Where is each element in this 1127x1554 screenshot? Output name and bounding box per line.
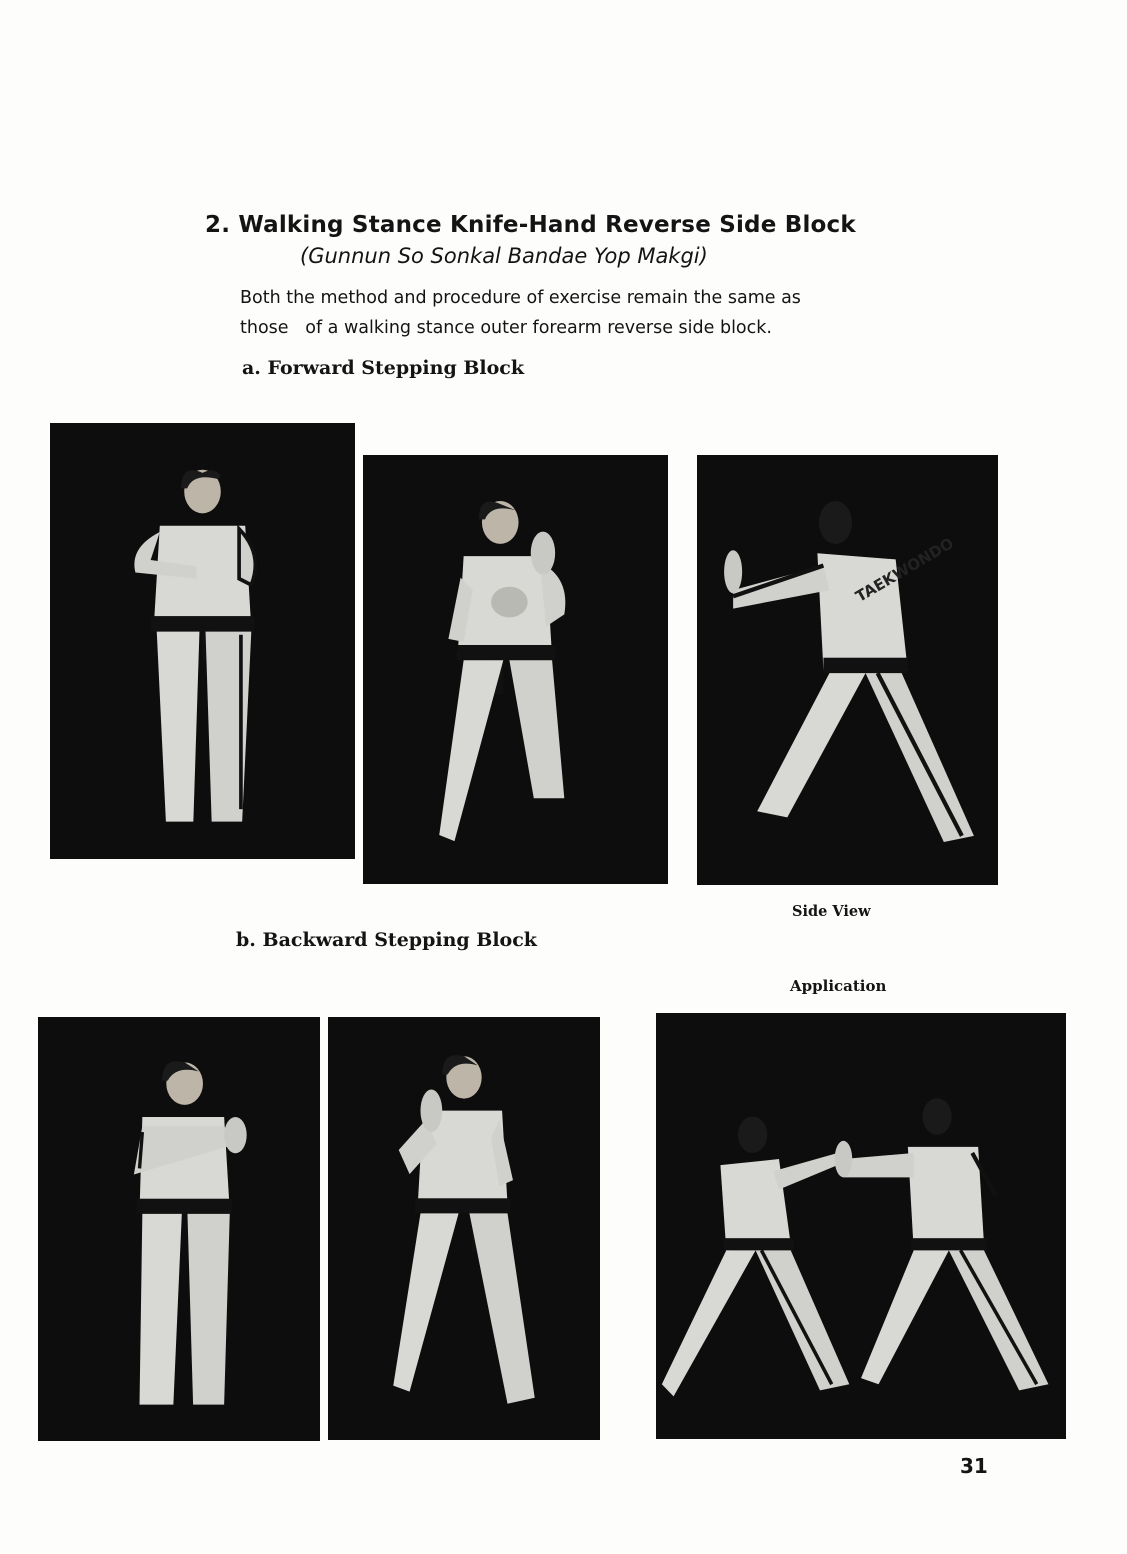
back-lettering: TAEKWONDO: [852, 534, 957, 606]
photo-backward-1: [38, 1017, 320, 1441]
backward-stepping-label: b. Backward Stepping Block: [236, 929, 537, 951]
body-text-line-2: those of a walking stance outer forearm reverse side block.: [240, 318, 772, 338]
side-view-caption: Side View: [792, 903, 871, 920]
section-subheading: (Gunnun So Sonkal Bandae Yop Makgi): [300, 244, 708, 268]
page-number: 31: [960, 1454, 988, 1478]
forward-stepping-label: a. Forward Stepping Block: [242, 357, 525, 379]
photo-backward-2: [328, 1017, 600, 1440]
body-text-line-1: Both the method and procedure of exercise remain the same as: [240, 288, 801, 308]
application-caption: Application: [790, 977, 887, 995]
photo-forward-3: [697, 455, 998, 885]
section-heading: 2. Walking Stance Knife-Hand Reverse Side Block: [205, 212, 856, 238]
photo-forward-1: [50, 423, 355, 859]
photo-forward-2: [363, 455, 668, 884]
photo-application: [656, 1013, 1066, 1439]
